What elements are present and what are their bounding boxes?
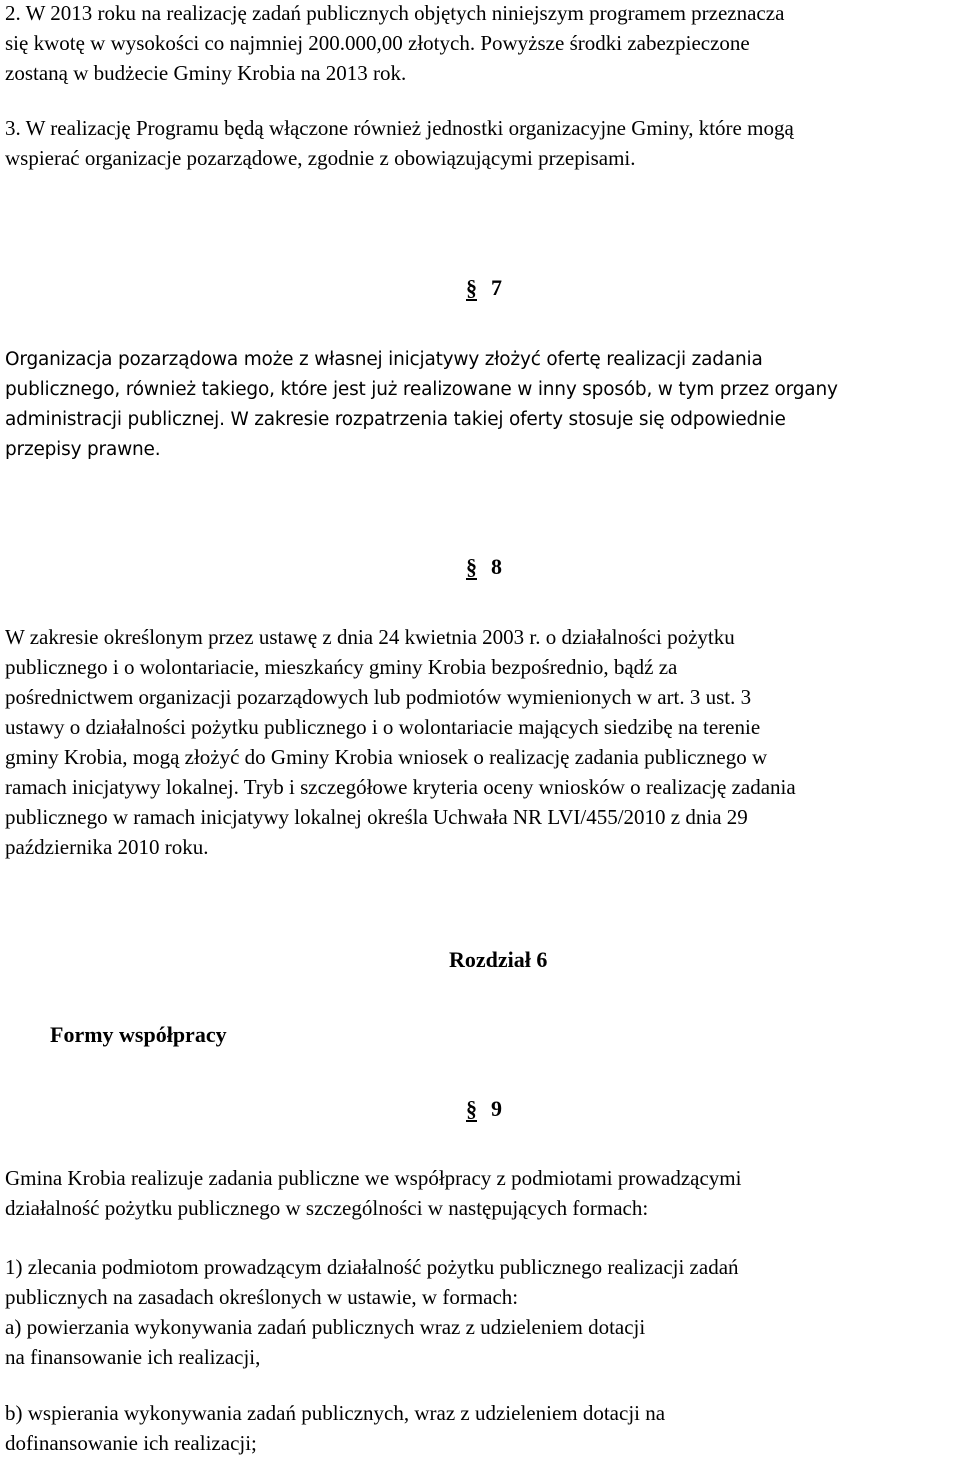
text-line: a) powierzania wykonywania zadań publicznych wraz z udzieleniem dotacji (5, 1315, 646, 1339)
chapter-label: Rozdział 6 (449, 947, 548, 972)
paragraph-3 (5, 113, 955, 173)
section-9-intro (5, 1163, 955, 1223)
section-7-heading (466, 273, 502, 303)
text-line: wspierać organizacje pozarządowe, zgodnie z obowiązującymi przepisami. (5, 146, 636, 170)
text-line: b) wspierania wykonywania zadań publicznych, wraz z udzieleniem dotacji na (5, 1401, 666, 1425)
text-line: przepisy prawne. (5, 439, 161, 460)
section-8-text (5, 622, 955, 862)
section-9-heading (466, 1094, 502, 1124)
text-line: się kwotę w wysokości co najmniej 200.000,00 złotych. Powyższe środki zabezpieczone (5, 31, 750, 55)
text-line: publicznego, również takiego, które jest już realizowane w inny sposób, w tym przez organy (5, 379, 838, 400)
text-line: administracji publicznej. W zakresie rozpatrzenia takiej oferty stosuje się odpowiednie (5, 409, 786, 430)
text-line: publicznych na zasadach określonych w ustawie, w formach: (5, 1285, 519, 1309)
section-symbol: § (466, 275, 477, 300)
text-line: 1) zlecania podmiotom prowadzącym działalność pożytku publicznego realizacji zadań (5, 1255, 739, 1279)
text-line: publicznego i o wolontariacie, mieszkańcy gminy Krobia bezpośrednio, bądź za (5, 655, 678, 679)
text-line: dofinansowanie ich realizacji; (5, 1431, 257, 1455)
text-line: 2. W 2013 roku na realizację zadań publicznych objętych niniejszym programem przeznacza (5, 1, 785, 25)
section-number: 7 (491, 275, 502, 300)
section-symbol: § (466, 1096, 477, 1121)
section-symbol: § (466, 554, 477, 579)
text-line: Organizacja pozarządowa może z własnej inicjatywy złożyć ofertę realizacji zadania (5, 349, 763, 370)
text-line: ustawy o działalności pożytku publicznego i o wolontariacie mających siedzibę na terenie (5, 715, 761, 739)
section-9-item-1b (5, 1398, 955, 1458)
section-9-item-1 (5, 1252, 955, 1372)
section-number: 8 (491, 554, 502, 579)
text-line: działalność pożytku publicznego w szczególności w następujących formach: (5, 1196, 649, 1220)
text-line: gminy Krobia, mogą złożyć do Gminy Krobia wniosek o realizację zadania publicznego w (5, 745, 768, 769)
text-line: pośrednictwem organizacji pozarządowych lub podmiotów wymienionych w art. 3 ust. 3 (5, 685, 752, 709)
section-8-heading (466, 552, 502, 582)
text-line: października 2010 roku. (5, 835, 209, 859)
text-line: Gmina Krobia realizuje zadania publiczne we współpracy z podmiotami prowadzącymi (5, 1166, 742, 1190)
text-line: zostaną w budżecie Gminy Krobia na 2013 rok. (5, 61, 407, 85)
section-7-text (5, 345, 955, 465)
chapter-title: Formy współpracy (50, 1022, 227, 1047)
text-line: na finansowanie ich realizacji, (5, 1345, 261, 1369)
text-line: ramach inicjatywy lokalnej. Tryb i szczegółowe kryteria oceny wniosków o realizację zadania (5, 775, 796, 799)
text-line: W zakresie określonym przez ustawę z dnia 24 kwietnia 2003 r. o działalności pożytku (5, 625, 735, 649)
text-line: 3. W realizację Programu będą włączone również jednostki organizacyjne Gminy, które mogą (5, 116, 794, 140)
section-number: 9 (491, 1096, 502, 1121)
text-line: publicznego w ramach inicjatywy lokalnej określa Uchwała NR LVI/455/2010 z dnia 29 (5, 805, 748, 829)
paragraph-2 (5, 0, 955, 88)
